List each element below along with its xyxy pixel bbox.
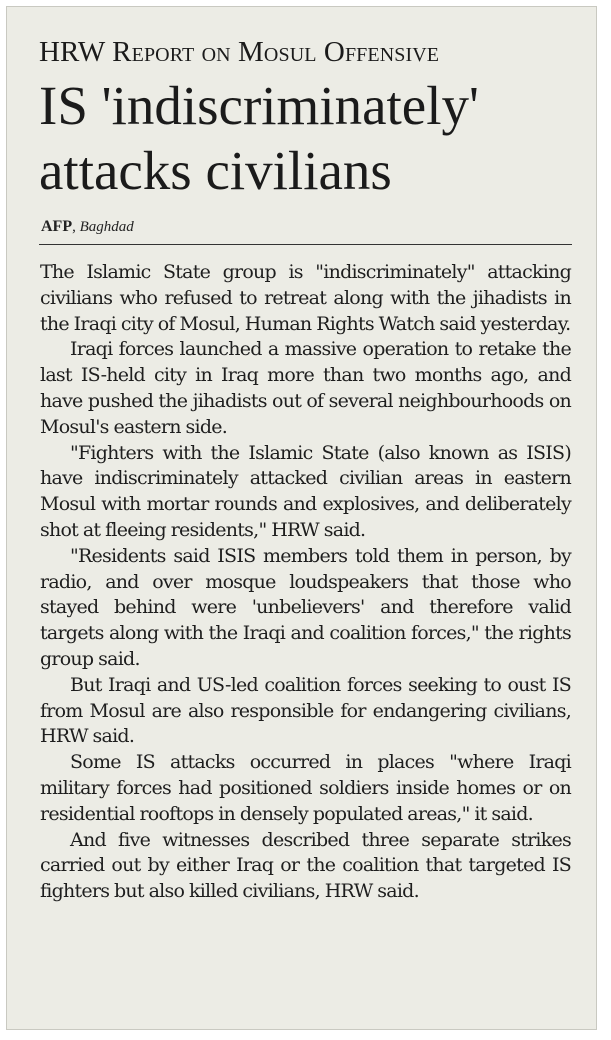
article-byline <box>41 218 134 236</box>
article-paragraph: "Residents said ISIS members told them in person, by radio, and over mosque loudspeakers that those who stayed behind were 'unbelievers' and therefore valid targets along with the Iraqi and coalition forces," the rights group said. <box>40 544 571 670</box>
article-paragraph: Iraqi forces launched a massive operation to retake the last IS-held city in Iraq more than two months ago, and have pushed the jihadists out of several neighbourhoods on Mosul's eastern side. <box>40 338 571 438</box>
byline-separator: , <box>72 219 80 235</box>
article-paragraph: Some IS attacks occurred in places "where Iraqi military forces had positioned soldiers inside homes or on residential rooftops in densely populated areas," it said. <box>40 751 571 825</box>
article-paragraph: But Iraqi and US-led coalition forces seeking to oust IS from Mosul are also responsible for endangering civilians, HRW said. <box>40 673 571 748</box>
byline-dateline: Baghdad <box>79 219 134 235</box>
article-paragraph: The Islamic State group is "indiscriminately" attacking civilians who refused to retreat along with the jihadists in the Iraqi city of Mosul, Human Rights Watch said yesterday. <box>40 261 571 335</box>
article-paragraph: "Fighters with the Islamic State (also known as ISIS) have indiscriminately attacked civilian areas in eastern Mosul with mortar rounds and explosives, and deliberately shot at fleeing residents," HRW said. <box>40 441 571 541</box>
article-paragraph: And five witnesses described three separate strikes carried out by either Iraq or the coalition that targeted IS fighters but also killed civilians, HRW said. <box>40 828 571 903</box>
article-kicker: HRW Report on Mosul Offensive <box>39 36 440 68</box>
byline-divider <box>39 244 572 245</box>
article-headline: IS 'indiscriminately' attacks civilians <box>39 75 479 201</box>
newspaper-clipping <box>6 6 597 1030</box>
byline-agency: AFP <box>41 218 73 235</box>
article-body <box>40 260 571 905</box>
